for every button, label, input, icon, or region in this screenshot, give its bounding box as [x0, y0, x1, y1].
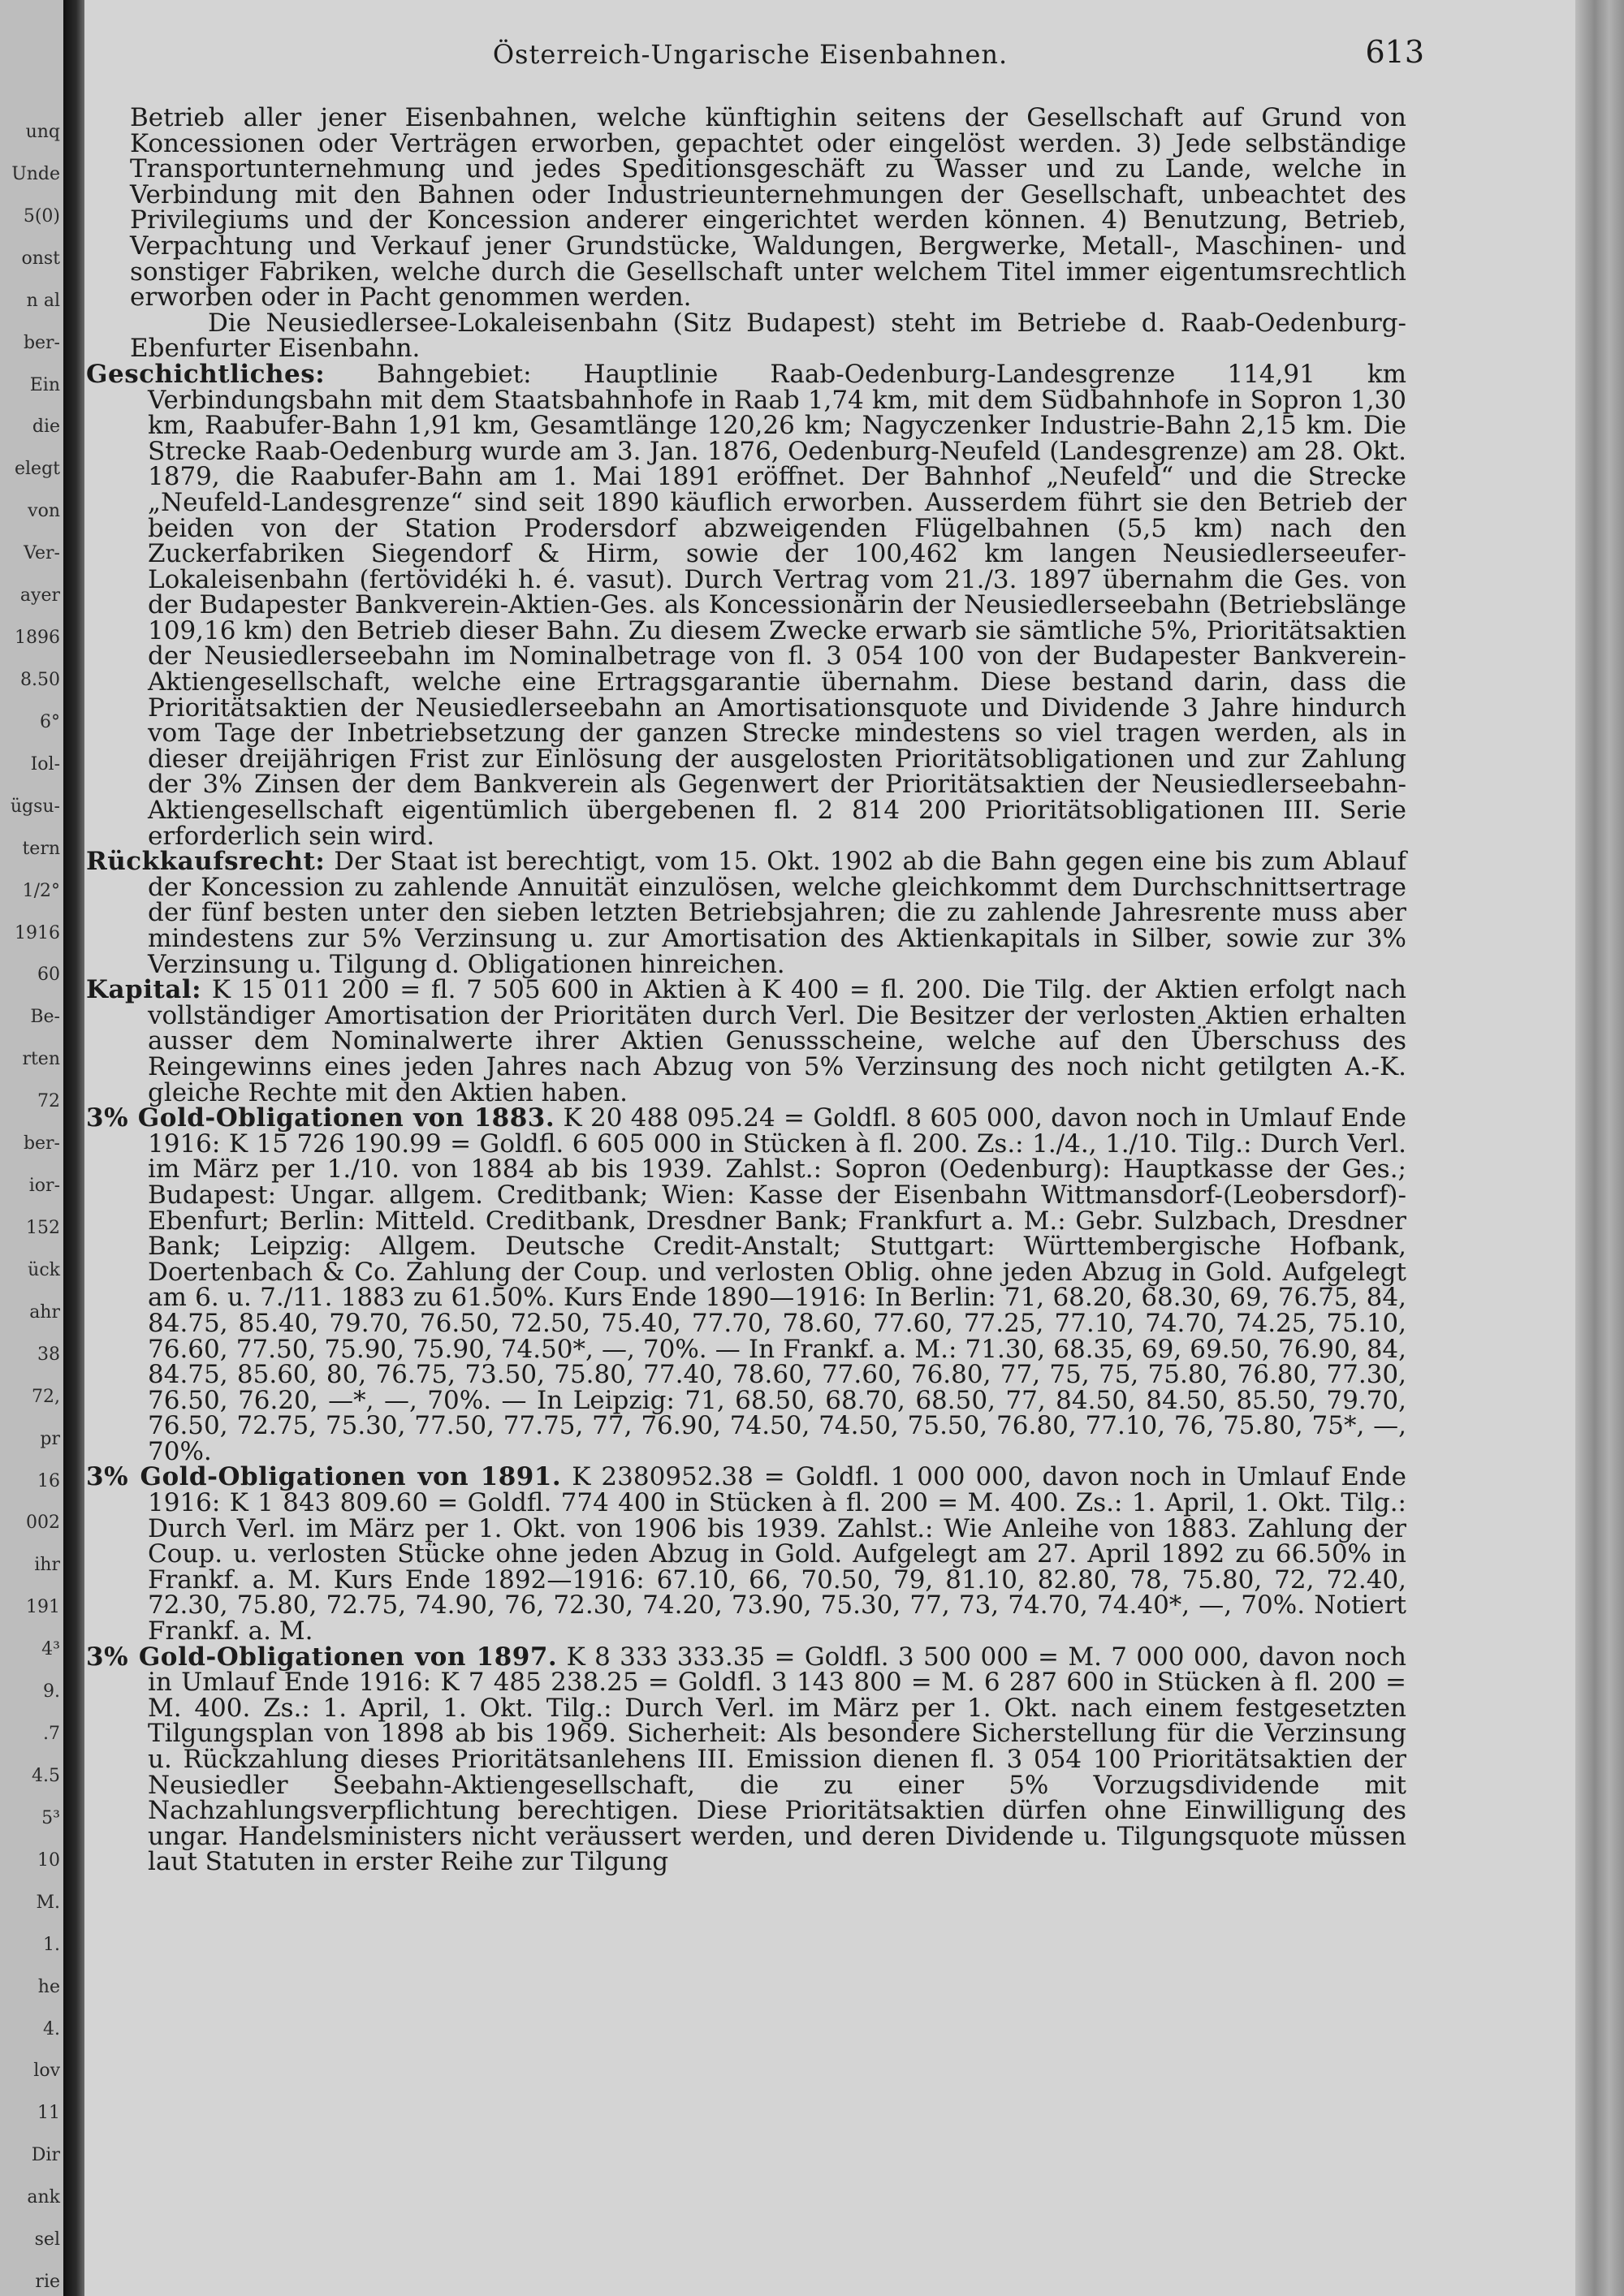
section-heading: 3% Gold-Obligationen von 1883. [86, 1103, 555, 1133]
section-rueckkaufsrecht [86, 847, 1406, 979]
margin-fragment: 1896 [15, 628, 60, 648]
margin-fragment: 72 [37, 1091, 60, 1111]
margin-fragment: Ver- [24, 543, 60, 563]
margin-fragment: die [32, 416, 60, 437]
page-header [84, 32, 1424, 73]
section-heading: 3% Gold-Obligationen von 1891. [86, 1462, 562, 1492]
section-geschichtliches [86, 359, 1406, 851]
section-obligationen-1897 [86, 1642, 1407, 1877]
margin-fragment: 11 [37, 2103, 60, 2123]
margin-fragment: ber- [23, 1133, 60, 1154]
margin-fragment: n al [26, 291, 60, 311]
margin-fragment: ihr [34, 1555, 60, 1575]
margin-fragment: sel [34, 2229, 60, 2250]
section-text: K 20 488 095.24 = Goldfl. 8 605 000, davon noch in Umlauf Ende 1916: K 15 726 190.99 = Goldfl. 6 605 000 in Stücken à fl. 200. Zs.: 1./4., 1./10. Tilg.: Durch Verl. im März per 1./10. von 1884 ab bis 1939. Zahlst.: Sopron (Oedenburg): Hauptkasse der Ges.; Budapest: Ungar. allgem. Creditbank; Wien: Kasse der Eisenbahn Wittmansdorf-(Leobersdorf)-Ebenfurt; Berlin: Mitteld. Creditbank, Dresdner Bank; Frankfurt a. M.: Gebr. Sulzbach, Dresdner Bank; Leipzig: Allgem. Deutsche Credit-Anstalt; Stuttgart: Württembergische Hofbank, Doertenbach & Co. Zahlung der Coup. und verlosten Oblig. ohne jeden Abzug in Gold. Aufgelegt am 6. u. 7./11. 1883 zu 61.50%. Kurs Ende 1890—1916: In Berlin: 71, 68.20, 68.30, 69, 76.75, 84, 84.75, 85.40, 79.70, 76.50, 72.50, 75.40, 77.70, 78.60, 77.60, 77.25, 77.10, 74.70, 74.25, 75.10, 76.60, 77.50, 75.90, 75.90, 74.50*, —, 70%. — In Frankf. a. M.: 71.30, 68.35, 69, 69.50, 76.90, 84, 84.75, 85.60, 80, 76.75, 73.50, 75.80, 77.40, 78.60, 77.60, 76.80, 77, 75, 75, 75.80, 76.80, 77.30, 76.50, 76.20, —*, —, 70%. — In Leipzig: 71, 68.50, 68.70, 68.50, 77, 84.50, 84.50, 85.50, 79.70, 76.50, 72.75, 75.30, 77.50, 77.75, 77, 76.90, 74.50, 74.50, 75.50, 76.80, 77.10, 76, 75.80, 75*, —, 70%. [148, 1103, 1406, 1466]
margin-fragment: ior- [28, 1176, 60, 1196]
margin-fragment: 191 [26, 1597, 60, 1617]
margin-fragment: 72, [32, 1387, 60, 1407]
margin-fragment: 1/2° [22, 881, 60, 901]
section-text: Bahngebiet: Hauptlinie Raab-Oedenburg-Landesgrenze 114,91 km Verbindungsbahn mit dem Staatsbahnhofe in Raab 1,74 km, mit dem Südbahnhofe in Sopron 1,30 km, Raabufer-Bahn 1,91 km, Gesamtlänge 120,26 km; Nagyczenker Industrie-Bahn 2,15 km. Die Strecke Raab-Oedenburg wurde am 3. Jan. 1876, Oedenburg-Neufeld (Landesgrenze) am 28. Okt. 1879, die Raabufer-Bahn am 1. Mai 1891 eröffnet. Der Bahnhof „Neufeld“ und die Strecke „Neufeld-Landesgrenze“ sind seit 1890 käuflich erworben. Ausserdem führt sie den Betrieb der beiden von der Station Prodersdorf abzweigenden Flügelbahnen (5,5 km) nach den Zuckerfabriken Siegendorf & Hirm, sowie der 100,462 km langen Neusiedlerseeufer-Lokaleisenbahn (fertövidéki h. é. vasut). Durch Vertrag vom 21./3. 1897 übernahm die Ges. von der Budapester Bankverein-Aktien-Ges. als Koncessionärin der Neusiedlerseebahn (Betriebslänge 109,16 km) den Betrieb dieser Bahn. Zu diesem Zwecke erwarb sie sämtliche 5%, Prioritätsaktien der Neusiedlerseebahn im Nominalbetrage von fl. 3 054 100 von der Budapester Bankverein-Aktiengesellschaft, welche eine Ertragsgarantie übernahm. Diese bestand darin, dass die Prioritätsaktien der Neusiedlerseebahn an Amortisationsquote und Dividende 3 Jahre hindurch vom Tage der Inbetriebsetzung der ganzen Strecke mindestens so viel tragen werden, als in dieser dreijährigen Frist zur Einlösung der ausgelosten Prioritätsobligationen und zur Zahlung der 3% Zinsen der dem Bankverein als Gegenwert der Prioritätsaktien der Neusiedlerseebahn-Aktiengesellschaft eigentümlich übergebenen fl. 2 814 200 Prioritätsobligationen III. Serie erforderlich sein wird. [148, 359, 1406, 851]
margin-fragment: unq [25, 122, 60, 142]
margin-fragment: 1. [43, 1935, 60, 1955]
margin-fragment: ank [27, 2187, 60, 2208]
margin-fragment: Iol- [30, 754, 60, 775]
margin-fragment: rten [22, 1049, 60, 1069]
section-text: Der Staat ist berechtigt, vom 15. Okt. 1902 ab die Bahn gegen eine bis zum Ablauf der Koncession zu zahlende Annuität einzulösen, welche gleichkommt dem Durchschnittsertrage der fünf besten unter den sieben letzten Betriebsjahren; die zu zahlende Jahresrente muss aber mindestens zur 5% Verzinsung u. zur Amortisation des Aktienkapitals in Silber, sowie zur 3% Verzinsung u. Tilgung d. Obligationen hinreichen. [148, 847, 1406, 979]
margin-fragment: 60 [37, 965, 60, 985]
margin-fragment: .7 [43, 1724, 60, 1744]
margin-fragment: lov [33, 2061, 60, 2081]
book-gutter [63, 0, 84, 2296]
margin-fragment: 4. [43, 2019, 60, 2039]
adjacent-page-margin [0, 0, 63, 2296]
running-title: Österreich-Ungarische Eisenbahnen. [492, 39, 1009, 70]
section-text: K 2380952.38 = Goldfl. 1 000 000, davon noch in Umlauf Ende 1916: K 1 843 809.60 = Goldfl. 774 400 in Stücken à fl. 200 = M. 400. Zs.: 1. April, 1. Okt. Tilg.: Durch Verl. im März per 1. Okt. von 1906 bis 1939. Zahlst.: Wie Anleihe von 1883. Zahlung der Coup. u. verlosten Stücke ohne jeden Abzug in Gold. Aufgelegt am 27. April 1892 zu 66.50% in Frankf. a. M. Kurs Ende 1892—1916: 67.10, 66, 70.50, 79, 81.10, 82.80, 78, 75.80, 72, 72.40, 72.30, 75.80, 72.75, 74.90, 76, 72.30, 74.20, 73.90, 75.30, 77, 73, 74.70, 74.40*, —, 70%. Notiert Frankf. a. M. [148, 1462, 1406, 1646]
margin-fragment: 16 [37, 1471, 60, 1491]
section-heading: Kapital: [86, 975, 202, 1005]
margin-fragment: 6° [40, 712, 60, 732]
margin-fragment: 4.5 [32, 1766, 60, 1786]
margin-fragment: ück [28, 1260, 60, 1280]
margin-fragment: rie [35, 2272, 60, 2292]
section-obligationen-1891 [86, 1462, 1406, 1646]
margin-fragment: 9. [43, 1681, 60, 1702]
margin-fragment: 5³ [41, 1808, 60, 1828]
margin-fragment: ahr [29, 1302, 60, 1323]
section-text: K 8 333 333.35 = Goldfl. 3 500 000 = M. 7 000 000, davon noch in Umlauf Ende 1916: K 7 485 238.25 = Goldfl. 3 143 800 = M. 6 287 600 in Stücken à fl. 200 = M. 400. Zs.: 1. April, 1. Okt. Tilg.: Durch Verl. im März per 1. Okt. nach einem festgesetzten Tilgungsplan von 1898 ab bis 1969. Sicherheit: Als besondere Sicherstellung für die Verzinsung u. Rückzahlung dieses Prioritätsanlehens III. Emission dienen fl. 3 054 100 Prioritätsaktien der Neusiedler Seebahn-Aktiengesellschaft, die zu einer 5% Vorzugsdividende mit Nachzahlungsverpflichtung berechtigen. Diese Prioritätsaktien dürfen ohne Einwilligung des ungar. Handelsministers nicht veräussert werden, und deren Dividende u. Tilgungsquote müssen laut Statuten in erster Reihe zur Tilgung [148, 1642, 1407, 1877]
margin-fragment: 10 [37, 1850, 60, 1871]
margin-fragment: 8.50 [20, 670, 60, 690]
margin-fragment: Dir [31, 2145, 60, 2165]
margin-fragment: von [28, 501, 60, 521]
margin-fragment: 4³ [41, 1639, 60, 1659]
margin-fragment: Ein [29, 375, 60, 395]
margin-fragment: he [37, 1977, 60, 1997]
section-text: K 15 011 200 = fl. 7 505 600 in Aktien à K 400 = fl. 200. Die Tilg. der Aktien erfolgt nach vollständiger Amortisation der Prioritäten durch Verl. Die Besitzer der verlosten Aktien erhalten ausser dem Nominalwerte ihrer Aktien Genussscheine, welche auf den Überschuss des Reingewinns eines jeden Jahres nach Abzug von 5% Verzinsung des noch nicht getilgten A.-K. gleiche Rechte mit den Aktien haben. [148, 975, 1406, 1107]
paragraph-neusiedlersee: Die Neusiedlersee-Lokaleisenbahn (Sitz Budapest) steht im Betriebe d. Raab-Oedenburg-Ebenfurter Eisenbahn. [130, 308, 1406, 364]
margin-fragment: Be- [30, 1007, 60, 1027]
margin-fragment: ber- [23, 333, 60, 353]
document-body [86, 103, 1407, 1877]
section-obligationen-1883 [86, 1103, 1406, 1466]
section-heading: Rückkaufsrecht: [86, 847, 326, 877]
margin-fragment: 002 [26, 1513, 60, 1533]
page-number: 613 [1365, 34, 1424, 70]
margin-fragment: ayer [19, 585, 60, 606]
margin-fragment: 1916 [15, 923, 60, 943]
margin-fragment: 38 [37, 1344, 60, 1365]
margin-fragment: tern [22, 839, 60, 859]
margin-fragment: ügsu- [10, 796, 60, 817]
page-edge [1575, 0, 1624, 2296]
section-heading: 3% Gold-Obligationen von 1897. [86, 1642, 558, 1672]
paragraph-purpose: Betrieb aller jener Eisenbahnen, welche künftighin seitens der Gesellschaft auf Grund von Koncessionen oder Verträgen erworben, gepachtet oder eingelöst werden. 3) Jede selbständige Transportunternehmung und jedes Speditionsgeschäft zu Wasser und zu Lande, welche in Verbindung mit den Bahnen oder Industrieunternehmungen der Gesellschaft, unbeachtet des Privilegiums und der Koncession anderer eingerichtet werden können. 4) Benutzung, Betrieb, Verpachtung und Verkauf jener Grundstücke, Waldungen, Bergwerke, Metall-, Maschinen- und sonstiger Fabriken, welche durch die Gesellschaft unter welchem Titel immer eigentumsrechtlich erworben oder in Pacht genommen werden. [130, 103, 1406, 313]
margin-fragment: onst [21, 248, 60, 269]
margin-fragment: M. [36, 1892, 60, 1913]
margin-fragment: pr [40, 1429, 60, 1449]
margin-fragment: 152 [26, 1218, 60, 1238]
margin-fragment: elegt [15, 459, 60, 479]
margin-fragment: 5(0) [23, 206, 60, 227]
margin-fragment: Unde [11, 164, 60, 184]
section-heading: Geschichtliches: [86, 359, 326, 389]
section-kapital [86, 975, 1406, 1107]
